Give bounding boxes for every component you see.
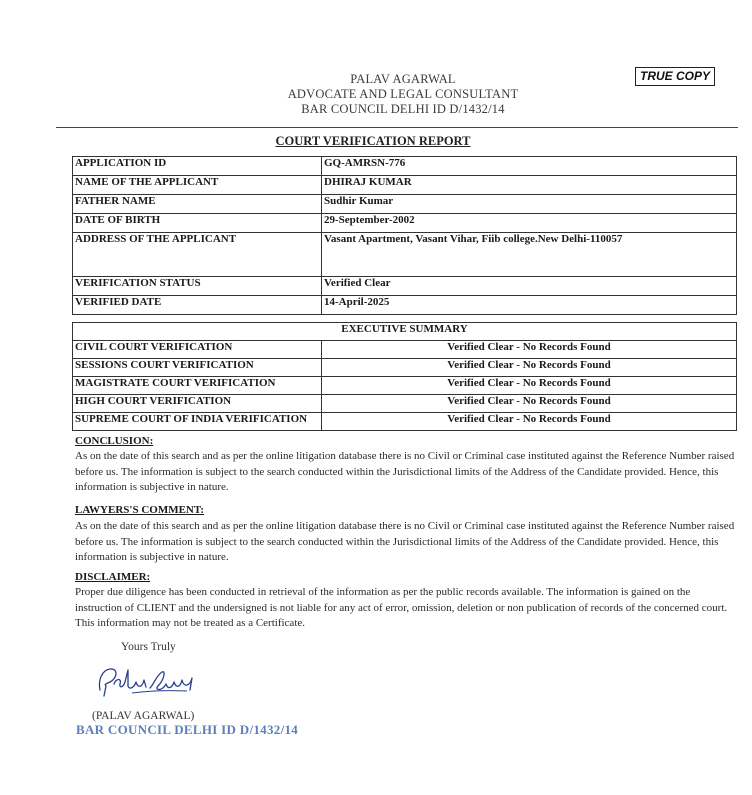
summary-result: Verified Clear - No Records Found (322, 359, 737, 377)
detail-label: VERIFIED DATE (73, 296, 322, 315)
detail-label: ADDRESS OF THE APPLICANT (73, 233, 322, 277)
signatory-name: (PALAV AGARWAL) (92, 710, 195, 722)
detail-value: Verified Clear (322, 277, 737, 296)
advocate-bar-id: BAR COUNCIL DELHI ID D/1432/14 (301, 102, 505, 116)
table-row (73, 413, 737, 431)
signatory-bar-id: BAR COUNCIL DELHI ID D/1432/14 (76, 722, 299, 737)
detail-value: 14-April-2025 (322, 296, 737, 315)
table-row (73, 214, 737, 233)
disclaimer-heading: DISCLAIMER: (75, 571, 151, 583)
detail-value: DHIRAJ KUMAR (322, 176, 737, 195)
true-copy-stamp: TRUE COPY (635, 67, 715, 86)
detail-value: 29-September-2002 (322, 214, 737, 233)
table-row (73, 277, 737, 296)
summary-result: Verified Clear - No Records Found (322, 395, 737, 413)
table-row (73, 195, 737, 214)
table-row (73, 395, 737, 413)
report-title: COURT VERIFICATION REPORT (275, 134, 471, 148)
detail-label: FATHER NAME (73, 195, 322, 214)
summary-heading: EXECUTIVE SUMMARY (73, 323, 737, 341)
summary-result: Verified Clear - No Records Found (322, 413, 737, 431)
applicant-details-table (72, 156, 737, 315)
summary-label: MAGISTRATE COURT VERIFICATION (73, 377, 322, 395)
header-divider (56, 127, 738, 128)
detail-label: APPLICATION ID (73, 157, 322, 176)
detail-value: Sudhir Kumar (322, 195, 737, 214)
table-row (73, 341, 737, 359)
summary-label: HIGH COURT VERIFICATION (73, 395, 322, 413)
summary-result: Verified Clear - No Records Found (322, 341, 737, 359)
lawyers-comment-text: As on the date of this search and as per the online litigation database there is no Civil or Criminal case instituted against the Reference Number raised before us. The information is subject to the search conducted within the Jurisdictional limits of the Address of the Candidate provided. Hence, this information is subjective in nature. (75, 520, 735, 563)
detail-label: NAME OF THE APPLICANT (73, 176, 322, 195)
summary-result: Verified Clear - No Records Found (322, 377, 737, 395)
disclaimer-text: Proper due diligence has been conducted in retrieval of the information as per the public records available. The information is gained on the instruction of CLIENT and the undersigned is not liable for any act of error, omission, deletion or non publication of records of the concerned court. This information may not be treated as a Certificate. (75, 586, 728, 629)
summary-label: SUPREME COURT OF INDIA VERIFICATION (73, 413, 322, 431)
summary-label: SESSIONS COURT VERIFICATION (73, 359, 322, 377)
table-row (73, 176, 737, 195)
table-row (73, 359, 737, 377)
detail-label: VERIFICATION STATUS (73, 277, 322, 296)
conclusion-heading: CONCLUSION: (75, 435, 154, 447)
table-row (73, 377, 737, 395)
handwritten-signature (92, 660, 202, 705)
detail-value: Vasant Apartment, Vasant Vihar, Fiib college.New Delhi-110057 (322, 233, 737, 277)
advocate-role: ADVOCATE AND LEGAL CONSULTANT (287, 87, 519, 101)
conclusion-text: As on the date of this search and as per the online litigation database there is no Civil or Criminal case instituted against the Reference Number raised before us. The information is subject to the search conducted within the Jurisdictional limits of the Address of the Candidate provided. Hence, this information is subjective in nature. (75, 450, 735, 493)
summary-label: CIVIL COURT VERIFICATION (73, 341, 322, 359)
table-row (73, 296, 737, 315)
table-row (73, 157, 737, 176)
detail-label: DATE OF BIRTH (73, 214, 322, 233)
lawyers-comment-heading: LAWYERS'S COMMENT: (75, 504, 205, 516)
closing-text: Yours Truly (121, 641, 176, 653)
executive-summary-table (72, 322, 737, 431)
detail-value: GQ-AMRSN-776 (322, 157, 737, 176)
table-row (73, 233, 737, 277)
advocate-name: PALAV AGARWAL (350, 72, 456, 86)
table-row (73, 323, 737, 341)
